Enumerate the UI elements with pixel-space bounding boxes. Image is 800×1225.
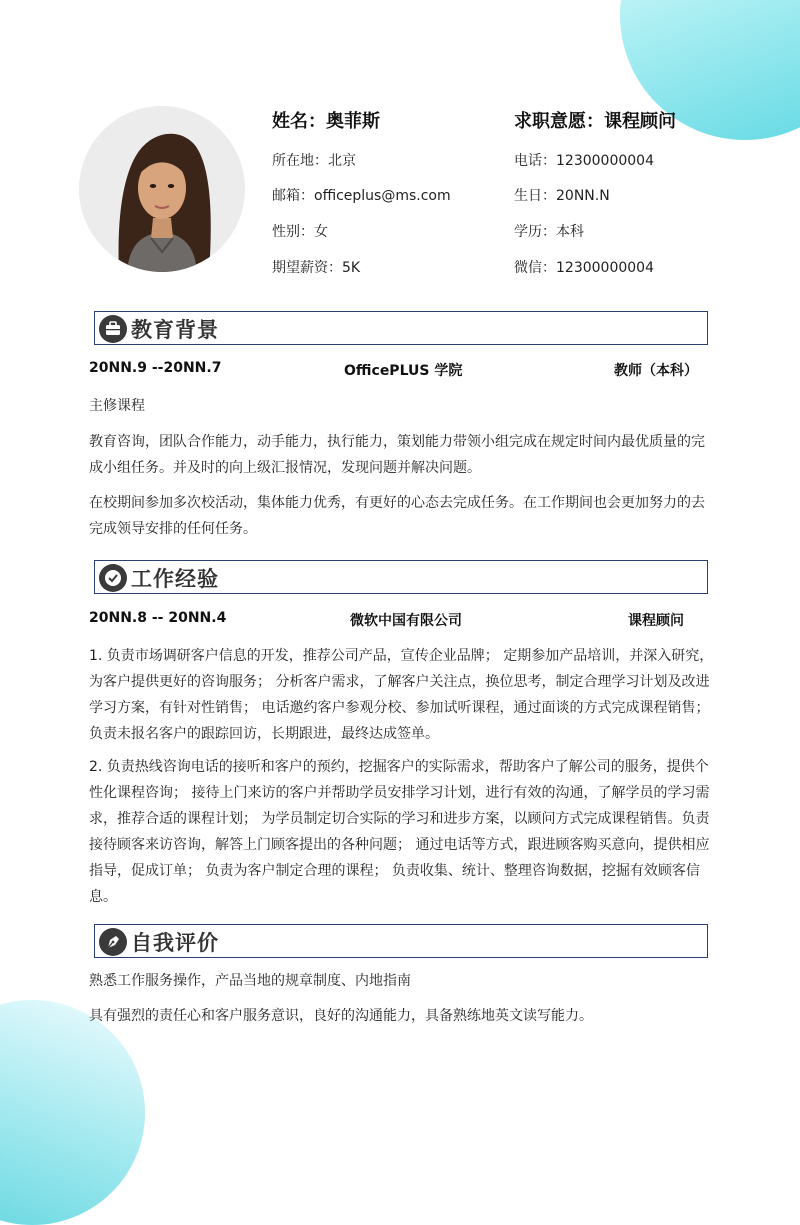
work-company: 微软中国有限公司: [350, 613, 462, 629]
info-salary: 期望薪资：5K: [272, 260, 361, 276]
work-paragraph-2: 2. 负责热线咨询电话的接听和客户的预约，挖掘客户的实际需求，帮助客户了解公司的服务，提供个性化课程咨询； 接待上门来访的客户并帮助学员安排学习计划，进行有效的沟通，了解学员的学习需求，推荐合适的课程计划； 为学员制定切合实际的学习和进步方案，以顾问方式完成课程销售。负责接待顾客来访咨询，解答上门顾客提出的各种问题； 通过电话等方式，跟进顾客购买意向，提供相应指导，促成订单； 负责为客户制定合理的课程； 负责收集、统计、整理咨询数据，挖掘有效顾客信息。: [89, 759, 710, 905]
info-education-level: 学历：本科: [514, 224, 584, 240]
self-eval-section-header: [94, 924, 708, 958]
job-intent: 求职意愿：课程顾问: [514, 111, 676, 132]
decor-circle-bottom-left: [0, 1000, 145, 1225]
work-title: 工作经验: [131, 567, 219, 591]
education-paragraph-courses: 主修课程: [89, 398, 145, 414]
self-eval-paragraph-1: 熟悉工作服务操作，产品当地的规章制度、内地指南: [89, 973, 411, 989]
candidate-name: 姓名：奥菲斯: [272, 111, 380, 132]
education-paragraph-skills: 教育咨询，团队合作能力，动手能力，执行能力，策划能力带领小组完成在规定时间内最优质量的完成小组任务。并及时的向上级汇报情况，发现问题并解决问题。: [89, 434, 705, 476]
info-location: 所在地：北京: [272, 153, 356, 169]
info-phone: 电话：12300000004: [514, 153, 654, 169]
work-paragraph-1: 1. 负责市场调研客户信息的开发，推荐公司产品，宣传企业品牌； 定期参加产品培训，并深入研究，为客户提供更好的咨询服务； 分析客户需求，了解客户关注点，换位思考，制定合理学习计划及改进学习方案，有针对性销售； 电话邀约客户参观分校、参加试听课程，通过面谈的方式完成课程销售； 负责未报名客户的跟踪回访，长期跟进，最终达成签单。: [89, 648, 714, 742]
badge-check-icon: [99, 564, 127, 592]
work-period: 20NN.8 -- 20NN.4: [89, 610, 227, 626]
info-wechat: 微信：12300000004: [514, 260, 654, 276]
work-position: 课程顾问: [628, 613, 684, 629]
education-paragraph-activities: 在校期间参加多次校活动，集体能力优秀，有更好的心态去完成任务。在工作期间也会更加努力的去完成领导安排的任何任务。: [89, 495, 705, 537]
education-section-header: [94, 311, 708, 345]
education-title: 教育背景: [131, 318, 219, 342]
education-degree: 教师（本科）: [614, 363, 698, 379]
education-school: OfficePLUS 学院: [344, 363, 463, 379]
info-birthday: 生日：20NN.N: [514, 188, 610, 204]
info-email: 邮箱：officeplus@ms.com: [272, 188, 451, 204]
work-section-header: [94, 560, 708, 594]
self-eval-paragraph-2: 具有强烈的责任心和客户服务意识，良好的沟通能力，具备熟练地英文读写能力。: [89, 1008, 593, 1024]
briefcase-icon: [99, 315, 127, 343]
pen-nib-icon: [99, 928, 127, 956]
self-eval-title: 自我评价: [131, 931, 219, 955]
portrait-image: [79, 106, 245, 272]
avatar: [79, 106, 245, 272]
info-gender: 性别：女: [272, 224, 328, 240]
education-period: 20NN.9 --20NN.7: [89, 360, 222, 376]
